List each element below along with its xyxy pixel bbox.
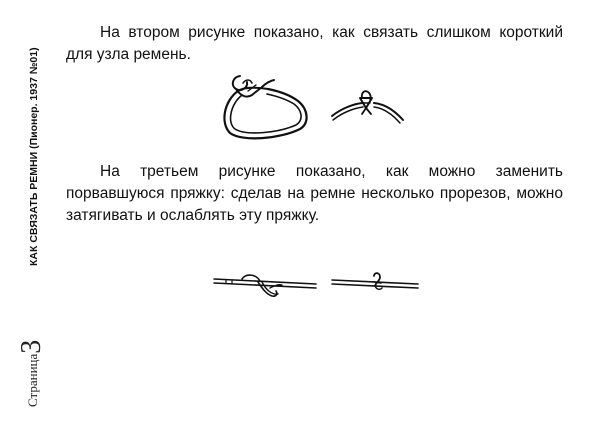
page-word: Страница [25, 353, 40, 407]
paragraph-third-figure: На третьем рисунке показано, как можно заменить порвавшуюся пряжку: сделав на ремне несколько прорезов, можно затягивать и ослаблять эту пряжку. [66, 163, 563, 224]
paragraph-second-figure: На втором рисунке показано, как связать слишком короткий для узла ремень. [66, 24, 563, 63]
page-number: 3 [16, 339, 47, 354]
strap-loop-knot-icon [218, 71, 318, 143]
page-number-label [16, 327, 48, 407]
strap-slots-threaded-icon [212, 270, 318, 304]
strap-buckle-tightened-icon [330, 268, 420, 296]
strap-tied-ends-icon [330, 86, 406, 128]
vertical-document-title: КАК СВЯЗАТЬ РЕМНИ (Пионер. 1937 №01) [28, 47, 40, 266]
